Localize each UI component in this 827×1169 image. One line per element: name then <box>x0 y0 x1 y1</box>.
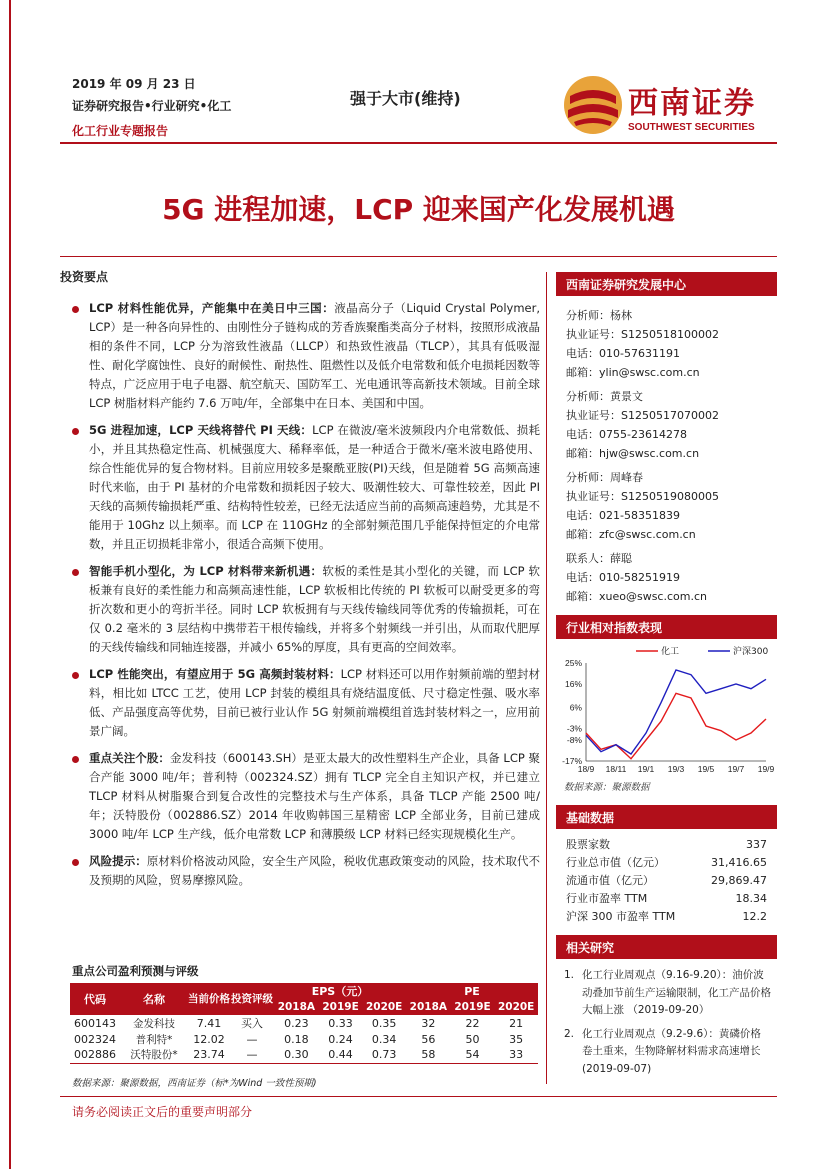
basic-data-value: 18.34 <box>735 891 767 905</box>
chart-x-tick-label: 19/7 <box>727 764 745 774</box>
logo-english-text: SOUTHWEST SECURITIES <box>628 122 755 133</box>
logo-chinese-text: 西南证券 <box>628 86 756 121</box>
analyst-line: 电话：0755-23614278 <box>566 428 687 441</box>
forecast-value: 35 <box>509 1032 524 1046</box>
index-chart-heading: 行业相对指数表现 <box>556 615 777 639</box>
related-research-heading: 相关研究 <box>556 935 777 959</box>
highlight-item <box>60 562 540 657</box>
chart-legend-label: 沪深300 <box>733 647 769 657</box>
chart-y-tick-label: -8% <box>566 735 582 745</box>
footer-disclaimer: 请务必阅读正文后的重要声明部分 <box>72 1105 253 1119</box>
chart-series-line-hs300 <box>586 670 766 754</box>
basic-data-heading: 基础数据 <box>556 805 777 829</box>
basic-data-row <box>556 871 777 889</box>
col-year: 2018A <box>274 999 319 1015</box>
industry-rating: 强于大市(维持) <box>350 89 461 108</box>
basic-data-value: 337 <box>746 837 767 851</box>
highlight-item <box>60 852 540 890</box>
forecast-price: 12.02 <box>193 1032 225 1046</box>
related-research-text: 化工行业周观点（9.2-9.6）：黄磷价格卷土重来，生物降解材料需求高速增长 (2019-09-07) <box>582 1027 761 1075</box>
basic-data-row <box>556 853 777 871</box>
analyst-line: 电话：010-58251919 <box>566 571 680 584</box>
highlight-lead: 智能手机小型化，为 LCP 材料带来新机遇： <box>89 564 323 578</box>
chart-legend-label: 化工 <box>661 647 680 657</box>
sidebar <box>556 272 777 1084</box>
forecast-value: 0.34 <box>371 1032 397 1046</box>
forecast-value: 0.18 <box>284 1032 309 1046</box>
bullet-dot-icon <box>72 569 79 576</box>
basic-data-value: 29,869.47 <box>711 873 767 887</box>
chart-x-tick-label: 19/9 <box>757 764 775 774</box>
basic-data-label: 行业市盈率 TTM <box>566 892 648 905</box>
bullet-dot-icon <box>72 672 79 679</box>
chart-x-tick-label: 18/9 <box>577 764 595 774</box>
related-research-list <box>556 959 777 1078</box>
highlight-lead: 风险提示： <box>89 854 147 868</box>
relative-index-chart <box>556 639 777 779</box>
chart-source: 数据来源：聚源数据 <box>564 782 650 793</box>
col-rating: 投资评级 <box>230 983 274 1015</box>
forecast-value: 0.30 <box>274 1047 319 1063</box>
highlights-list <box>60 299 540 890</box>
highlight-text: 金发科技（600143.SH）是亚太最大的改性塑料生产企业，具备 LCP 聚合产能 3000 吨/年；普利特（002324.SZ）拥有 TLCP 完全自主知识产权，并已建立 TLCP 材料从树脂聚合到复合改性的完整技术与生产体系，具备 TLCP 产能 2500 吨/年；沃特股份（002886.SZ）2014 年收购韩国三星精密 LCP 全部业务，目前已建成 3000 吨/年 LCP 生产线，低介电常数 LCP 和薄膜级 LCP 材料已经实现规模化生产。 <box>89 751 541 841</box>
forecast-row <box>70 1031 538 1047</box>
report-subtype: 化工行业专题报告 <box>72 124 169 138</box>
highlight-text: 原材料价格波动风险，安全生产风险，税收优惠政策变动的风险，技术取代不及预期的风险，贸易摩擦风险。 <box>89 854 541 887</box>
forecast-rating: — <box>230 1047 274 1063</box>
basic-data-label: 行业总市值（亿元） <box>566 856 665 869</box>
basic-data-label: 流通市值（亿元） <box>566 874 654 887</box>
basic-data-row <box>556 835 777 853</box>
col-year: 2020E <box>494 999 538 1015</box>
highlight-text: 液晶高分子（Liquid Crystal Polymer, LCP）是一种各向异性的、由刚性分子链构成的芳香族聚酯类高分子材料，按照形成液晶相的条件不同，LCP 分为溶致性液晶（LLCP）和热致性液晶（TLCP），其具有低吸湿性、耐化学腐蚀性、良好的耐候性、耐热性、阻燃性以及低介电常数和低介电损耗因数等特点，广泛应用于电子电器、航空航天、国防军工、光电通讯等高新技术领域。目前全球 LCP 树脂材料产能约 7.6 万吨/年，全部集中在日本、美国和中国。 <box>89 301 541 410</box>
chart-x-tick-label: 19/3 <box>667 764 685 774</box>
analyst-line: 电话：010-57631191 <box>566 347 680 360</box>
chart-y-tick-label: 6% <box>569 702 582 713</box>
chart-x-tick-label: 18/11 <box>605 764 627 774</box>
forecast-name: 沃特股份* <box>120 1047 188 1063</box>
related-research-num: 1. <box>564 969 575 981</box>
chart-y-tick-label: 16% <box>564 679 582 689</box>
investment-highlights <box>60 268 540 898</box>
forecast-code: 600143 <box>74 1016 116 1030</box>
forecast-value: 33 <box>494 1047 538 1063</box>
highlight-text: LCP 材料还可以用作射频前端的塑封材料，相比如 LTCC 工艺，使用 LCP 封装的模组具有烧结温度低、尺寸稳定性强、吸水率低、产品强度高等优势，目前已被行业认作 5G 射频前端模组首选封装材料之一，应用前景广阔。 <box>89 667 540 738</box>
forecast-price: 7.41 <box>196 1016 222 1030</box>
chart-series-line-chemical <box>586 693 766 758</box>
highlight-lead: LCP 材料性能优异，产能集中在美日中三国： <box>89 301 335 315</box>
col-code: 代码 <box>70 983 120 1015</box>
forecast-value: 0.33 <box>328 1016 353 1030</box>
col-price: 当前价格 <box>188 983 230 1015</box>
col-year: 2018A <box>406 999 451 1015</box>
highlights-heading: 投资要点 <box>60 270 109 284</box>
chart-x-tick-label: 19/1 <box>637 764 655 774</box>
highlight-text: LCP 在微波/毫米波频段内介电常数低、损耗小，并且其热稳定性高、机械强度大、稀释率低，是一种适合于微米/毫米波电路使用、综合性能优异的复合物材料。目前应用较多是聚酰亚胺(PI)天线，但是随着 5G 高频高速时代来临，由于 PI 基材的介电常数和损耗因子较大、吸潮性较大、可靠性较差，因此 PI 天线的高频传输损耗严重、结构特性较差，已经无法适应当前的高频高速趋势，尤其是不能用于 10Ghz 以上频率。而 LCP 在 110GHz 的全部射频范围几乎能保持恒定的介电常数，并且正切损耗非常小，很适合高频下使用。 <box>89 423 541 551</box>
forecast-value: 0.73 <box>362 1047 406 1063</box>
forecast-value: 0.35 <box>371 1016 397 1030</box>
chart-y-tick-label: 25% <box>564 658 582 668</box>
footer-divider <box>60 1096 777 1097</box>
header-divider <box>60 142 777 144</box>
col-eps: EPS（元） <box>274 983 406 999</box>
forecast-value: 54 <box>451 1047 495 1063</box>
highlight-item <box>60 749 540 844</box>
highlight-lead: 重点关注个股： <box>89 751 170 765</box>
analyst-line: 分析师：周峰春 <box>566 471 643 484</box>
logo-emblem-icon <box>562 74 624 136</box>
basic-data-table <box>556 835 777 925</box>
basic-data-label: 沪深 300 市盈率 TTM <box>566 910 676 923</box>
forecast-row <box>70 1047 538 1063</box>
report-date: 2019 年 09 月 23 日 <box>72 77 196 91</box>
col-year: 2019E <box>451 999 495 1015</box>
analyst-list <box>556 296 777 606</box>
company-logo <box>562 72 772 138</box>
analyst-line: 电话：021-58351839 <box>566 509 680 522</box>
basic-data-value: 12.2 <box>742 909 767 923</box>
highlight-item <box>60 665 540 741</box>
analyst-line: 执业证号：S1250518100002 <box>566 328 719 341</box>
highlight-item <box>60 421 540 554</box>
forecast-rating: 买入 <box>241 1017 263 1030</box>
analyst-line: 分析师：杨林 <box>566 309 632 322</box>
analyst-line: 邮箱：hjw@swsc.com.cn <box>566 447 700 460</box>
report-title: 5G 进程加速，LCP 迎来国产化发展机遇 <box>162 193 675 226</box>
basic-data-row <box>556 889 777 907</box>
highlight-lead: 5G 进程加速，LCP 天线将替代 PI 天线： <box>89 423 313 437</box>
forecast-row <box>70 1015 538 1031</box>
bullet-dot-icon <box>72 306 79 313</box>
related-research-text: 化工行业周观点（9.16-9.20）：油价波动叠加节前生产运输限制，化工产品价格大幅上涨 （2019-09-20） <box>582 969 771 1016</box>
title-divider <box>60 256 777 257</box>
analyst-line: 执业证号：S1250519080005 <box>566 490 719 503</box>
forecast-rating: — <box>246 1032 258 1046</box>
forecast-value: 50 <box>465 1032 480 1046</box>
chart-y-tick-label: -17% <box>562 756 582 766</box>
highlight-text: 软板的柔性是其小型化的关键，而 LCP 软板兼有良好的柔性能力和高频高速性能，LCP 软板相比传统的 PI 软板可以耐受更多的弯折次数和更小的弯折半径。同时 LCP 软板拥有与天线传输线同等优秀的传输损耗，可在仅 0.2 毫米的 3 层结构中携带若干根传输线，并将多个射频线一并引出，从而取代肥厚的天线传输线和同轴连接器，并减小 65%的厚度，具有更高的空间效率。 <box>89 564 541 654</box>
forecast-value: 0.44 <box>319 1047 363 1063</box>
forecast-value: 32 <box>421 1016 436 1030</box>
forecast-value: 56 <box>421 1032 436 1046</box>
forecast-value: 21 <box>509 1016 524 1030</box>
forecast-code: 002324 <box>74 1032 116 1046</box>
chart-x-tick-label: 19/5 <box>697 764 715 774</box>
forecast-value: 0.24 <box>328 1032 353 1046</box>
forecast-name: 金发科技 <box>133 1017 175 1030</box>
col-year: 2019E <box>319 999 363 1015</box>
forecast-value: 58 <box>406 1047 451 1063</box>
analyst-line: 邮箱：xueo@swsc.com.cn <box>566 590 707 603</box>
basic-data-value: 31,416.65 <box>711 855 767 869</box>
related-research-num: 2. <box>564 1027 575 1040</box>
left-margin-rule <box>9 0 11 1169</box>
forecast-price: 23.74 <box>188 1047 230 1063</box>
col-name: 名称 <box>120 983 188 1015</box>
forecast-code: 002886 <box>70 1047 120 1063</box>
research-center-heading: 西南证券研究发展中心 <box>556 272 777 296</box>
analyst-line: 联系人：薛聪 <box>566 552 632 565</box>
report-type: 证券研究报告•行业研究•化工 <box>72 99 232 113</box>
column-divider <box>546 272 547 1084</box>
forecast-value: 0.23 <box>284 1016 309 1030</box>
forecast-table-source: 数据来源：聚源数据，西南证券（标*为Wind 一致性预期) <box>72 1078 317 1089</box>
related-research-item <box>564 967 771 1020</box>
analyst-line: 邮箱：zfc@swsc.com.cn <box>566 528 696 541</box>
bullet-dot-icon <box>72 859 79 866</box>
col-year: 2020E <box>362 999 406 1015</box>
col-pe: PE <box>406 983 538 999</box>
highlight-lead: LCP 性能突出，有望应用于 5G 高频封装材料： <box>89 667 341 681</box>
bullet-dot-icon <box>72 756 79 763</box>
basic-data-label: 股票家数 <box>566 838 610 851</box>
forecast-table <box>70 983 538 1064</box>
relative-index-chart-svg <box>556 639 777 779</box>
chart-y-tick-label: -3% <box>566 723 582 734</box>
bullet-dot-icon <box>72 428 79 435</box>
forecast-name: 普利特* <box>135 1033 173 1046</box>
analyst-line: 邮箱：ylin@swsc.com.cn <box>566 366 700 379</box>
forecast-table-title: 重点公司盈利预测与评级 <box>72 964 199 978</box>
analyst-line: 分析师：黄景文 <box>566 390 643 403</box>
forecast-value: 22 <box>465 1016 480 1030</box>
analyst-line: 执业证号：S1250517070002 <box>566 409 719 422</box>
basic-data-row <box>556 907 777 925</box>
related-research-item <box>564 1026 771 1079</box>
highlight-item <box>60 299 540 413</box>
